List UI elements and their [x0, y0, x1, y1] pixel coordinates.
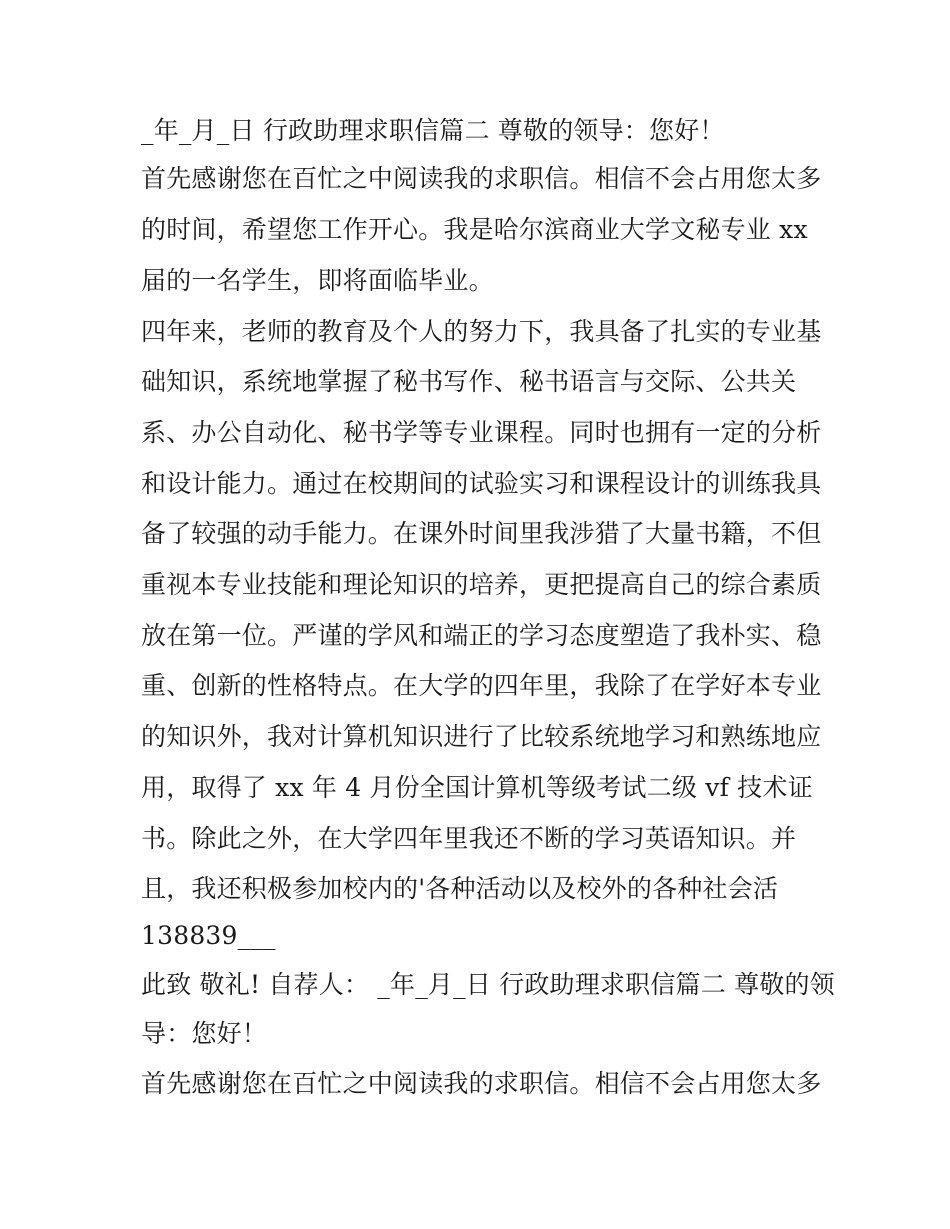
text-line: 四年来，老师的教育及个人的努力下，我具备了扎实的专业基	[141, 317, 822, 346]
text-line: 届的一名学生，即将面临毕业。	[141, 266, 494, 295]
text-line: _年_月_日 行政助理求职信篇二 尊敬的领导：您好！	[141, 116, 725, 145]
text-line: 导：您好！	[141, 1019, 268, 1048]
text-line: 此致 敬礼! 自荐人： _年_月_日 行政助理求职信篇二 尊敬的领	[141, 970, 835, 999]
text-line: 用，取得了 xx 年 4 月份全国计算机等级考试二级 vf 技术证	[141, 773, 813, 802]
text-line: 首先感谢您在百忙之中阅读我的求职信。相信不会占用您太多	[141, 1069, 822, 1098]
text-line: 首先感谢您在百忙之中阅读我的求职信。相信不会占用您太多	[141, 164, 822, 193]
text-line: 备了较强的动手能力。在课外时间里我涉猎了大量书籍，不但	[141, 519, 822, 548]
text-line: 重视本专业技能和理论知识的培养，更把提高自己的综合素质	[141, 570, 822, 599]
text-line: 书。除此之外，在大学四年里我还不断的学习英语知识。并	[141, 824, 797, 853]
text-line: 的时间，希望您工作开心。我是哈尔滨商业大学文秘专业 xx	[141, 215, 808, 244]
text-line: 放在第一位。严谨的学风和端正的学习态度塑造了我朴实、稳	[141, 621, 822, 650]
text-line: 系、办公自动化、秘书学等专业课程。同时也拥有一定的分析	[141, 418, 822, 447]
text-line: 的知识外，我对计算机知识进行了比较系统地学习和熟练地应	[141, 722, 822, 751]
text-line: 础知识，系统地掌握了秘书写作、秘书语言与交际、公共关	[141, 367, 797, 396]
text-line: 重、创新的性格特点。在大学的四年里，我除了在学好本专业	[141, 671, 822, 700]
text-line: 且，我还积极参加校内的'各种活动以及校外的各种社会活	[141, 874, 779, 903]
text-line: 138839___	[141, 921, 276, 950]
text-line: 和设计能力。通过在校期间的试验实习和课程设计的训练我具	[141, 469, 822, 498]
